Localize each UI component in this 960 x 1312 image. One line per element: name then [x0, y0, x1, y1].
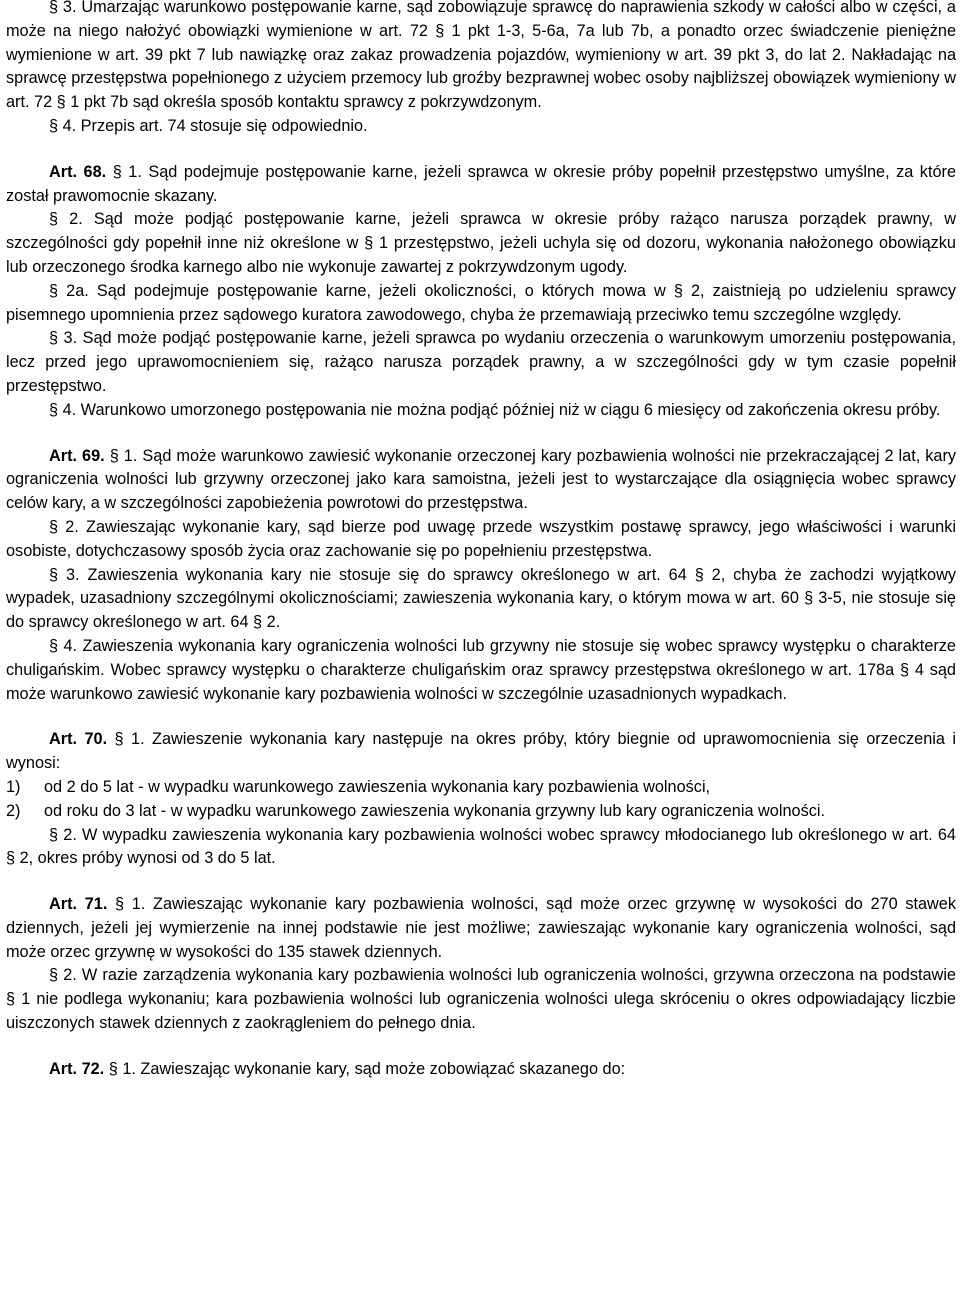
art68-label: Art. 68.	[49, 162, 107, 181]
list-item-number: 2)	[6, 801, 21, 820]
art67-paragraph-4: § 4. Przepis art. 74 stosuje się odpowiednio.	[49, 116, 368, 135]
list-item-number: 1)	[6, 777, 21, 796]
art70-list-item-2	[6, 800, 956, 824]
art72-p1-text: § 1. Zawieszając wykonanie kary, sąd może zobowiązać skazanego do:	[108, 1059, 626, 1078]
art69-p1-text: § 1. Sąd może warunkowo zawiesić wykonanie orzeczonej kary pozbawienia wolności nie przekraczającej 2 lat, kary ograniczenia wolności lub grzywny orzeczonej jako kara samoistna, jeżeli jest to wystarczające dla osiągnięcia wobec sprawcy celów kary, a w szczególności zapobieżenia powrotowi do przestępstwa.	[6, 446, 957, 513]
art69-paragraph-4: § 4. Zawieszenia wykonania kary ograniczenia wolności lub grzywny nie stosuje się wobec sprawcy występku o charakterze chuligańskim. Wobec sprawcy występku o charakterze chuligańskim oraz sprawcy przestępstwa określonego w art. 178a § 4 sąd może warunkowo zawiesić wykonanie kary pozbawienia wolności w szczególnie uzasadnionych wypadkach.	[6, 636, 956, 703]
document-page	[6, 0, 956, 1082]
art68-p1-text: § 1. Sąd podejmuje postępowanie karne, jeżeli sprawca w okresie próby popełnił przestępstwo umyślne, za które został prawomocnie skazany.	[6, 162, 957, 205]
art67-paragraph-3: § 3. Umarzając warunkowo postępowanie karne, sąd zobowiązuje sprawcę do naprawienia szkody w całości albo w części, a może na niego nałożyć obowiązki wymienione w art. 72 § 1 pkt 1-3, 5-6a, 7a lub 7b, a ponadto orzec świadczenie pieniężne wymienione w art. 39 pkt 7 lub nawiązkę oraz zakaz prowadzenia pojazdów, wymieniony w art. 39 pkt 3, do lat 2. Nakładając na sprawcę przestępstwa popełnionego z użyciem przemocy lub groźby bezprawnej wobec osoby najbliższej obowiązek wymieniony w art. 72 § 1 pkt 7b sąd określa sposób kontaktu sprawcy z pokrzywdzonym.	[6, 0, 956, 112]
art70-list-item-1	[6, 776, 956, 800]
art68-paragraph-2: § 2. Sąd może podjąć postępowanie karne, jeżeli sprawca w okresie próby rażąco narusza porządek prawny, w szczególności gdy popełnił inne niż określone w § 1 przestępstwo, jeżeli uchyla się od dozoru, wykonania nałożonego obowiązku lub orzeczonego środka karnego albo nie wykonuje zawartej z pokrzywdzonym ugody.	[6, 210, 956, 276]
art71-p1-text: § 1. Zawieszając wykonanie kary pozbawienia wolności, sąd może orzec grzywnę w wysokości do 270 stawek dziennych, jeżeli jej wymierzenie na innej podstawie nie jest możliwe; zawieszając wykonanie kary ograniczenia wolności, sąd może orzec grzywnę w wysokości do 135 stawek dziennych.	[6, 895, 957, 961]
art70-p1-text: § 1. Zawieszenie wykonania kary następuje na okres próby, który biegnie od uprawomocnienia się orzeczenia i wynosi:	[6, 730, 957, 773]
art68-paragraph-3: § 3. Sąd może podjąć postępowanie karne, jeżeli sprawca po wydaniu orzeczenia o warunkowym umorzeniu postępowania, lecz przed jego uprawomocnieniem się, rażąco narusza porządek prawny, a w szczególności gdy w tym czasie popełnił przestępstwo.	[6, 329, 956, 395]
art68-paragraph-4: § 4. Warunkowo umorzonego postępowania nie można podjąć później niż w ciągu 6 miesięcy od zakończenia okresu próby.	[49, 400, 941, 419]
art69-label: Art. 69.	[49, 446, 105, 465]
art69-paragraph-2: § 2. Zawieszając wykonanie kary, sąd bierze pod uwagę przede wszystkim postawę sprawcy, jego właściwości i warunki osobiste, dotychczasowy sposób życia oraz zachowanie się po popełnieniu przestępstwa.	[6, 517, 956, 560]
art71-paragraph-2: § 2. W razie zarządzenia wykonania kary pozbawienia wolności lub ograniczenia wolności, grzywna orzeczona na podstawie § 1 nie podlega wykonaniu; kara pozbawienia wolności lub ograniczenia wolności ulega skróceniu o okres odpowiadający liczbie uiszczonych stawek dziennych z zaokrągleniem do pełnego dnia.	[6, 966, 956, 1033]
art70-paragraph-2: § 2. W wypadku zawieszenia wykonania kary pozbawienia wolności wobec sprawcy młodocianego lub określonego w art. 64 § 2, okres próby wynosi od 3 do 5 lat.	[6, 825, 956, 868]
art72-paragraph-1	[6, 1058, 956, 1082]
list-item-text: od roku do 3 lat - w wypadku warunkowego zawieszenia wykonania grzywny lub kary ograniczenia wolności.	[44, 801, 825, 820]
list-item-text: od 2 do 5 lat - w wypadku warunkowego zawieszenia wykonania kary pozbawienia wolności,	[44, 777, 711, 796]
art71-paragraph-1	[6, 893, 956, 964]
art68-paragraph-2a: § 2a. Sąd podejmuje postępowanie karne, jeżeli okoliczności, o których mowa w § 2, zaistnieją po udzieleniu sprawcy pisemnego upomnienia przez sądowego kuratora zawodowego, chyba że przemawiają przeciwko temu szczególne względy.	[6, 281, 956, 324]
art69-paragraph-3: § 3. Zawieszenia wykonania kary nie stosuje się do sprawcy określonego w art. 64 § 2, chyba że zachodzi wyjątkowy wypadek, uzasadniony szczególnymi okolicznościami; zawieszenia wykonania kary, o którym mowa w art. 60 § 3-5, nie stosuje się do sprawcy określonego w art. 64 § 2.	[6, 565, 956, 632]
art70-label: Art. 70.	[49, 730, 108, 749]
art72-label: Art. 72.	[49, 1059, 105, 1078]
art70-paragraph-1	[6, 728, 956, 776]
art68-paragraph-1	[6, 161, 956, 209]
art69-paragraph-1	[6, 445, 956, 516]
art71-label: Art. 71.	[49, 895, 108, 914]
